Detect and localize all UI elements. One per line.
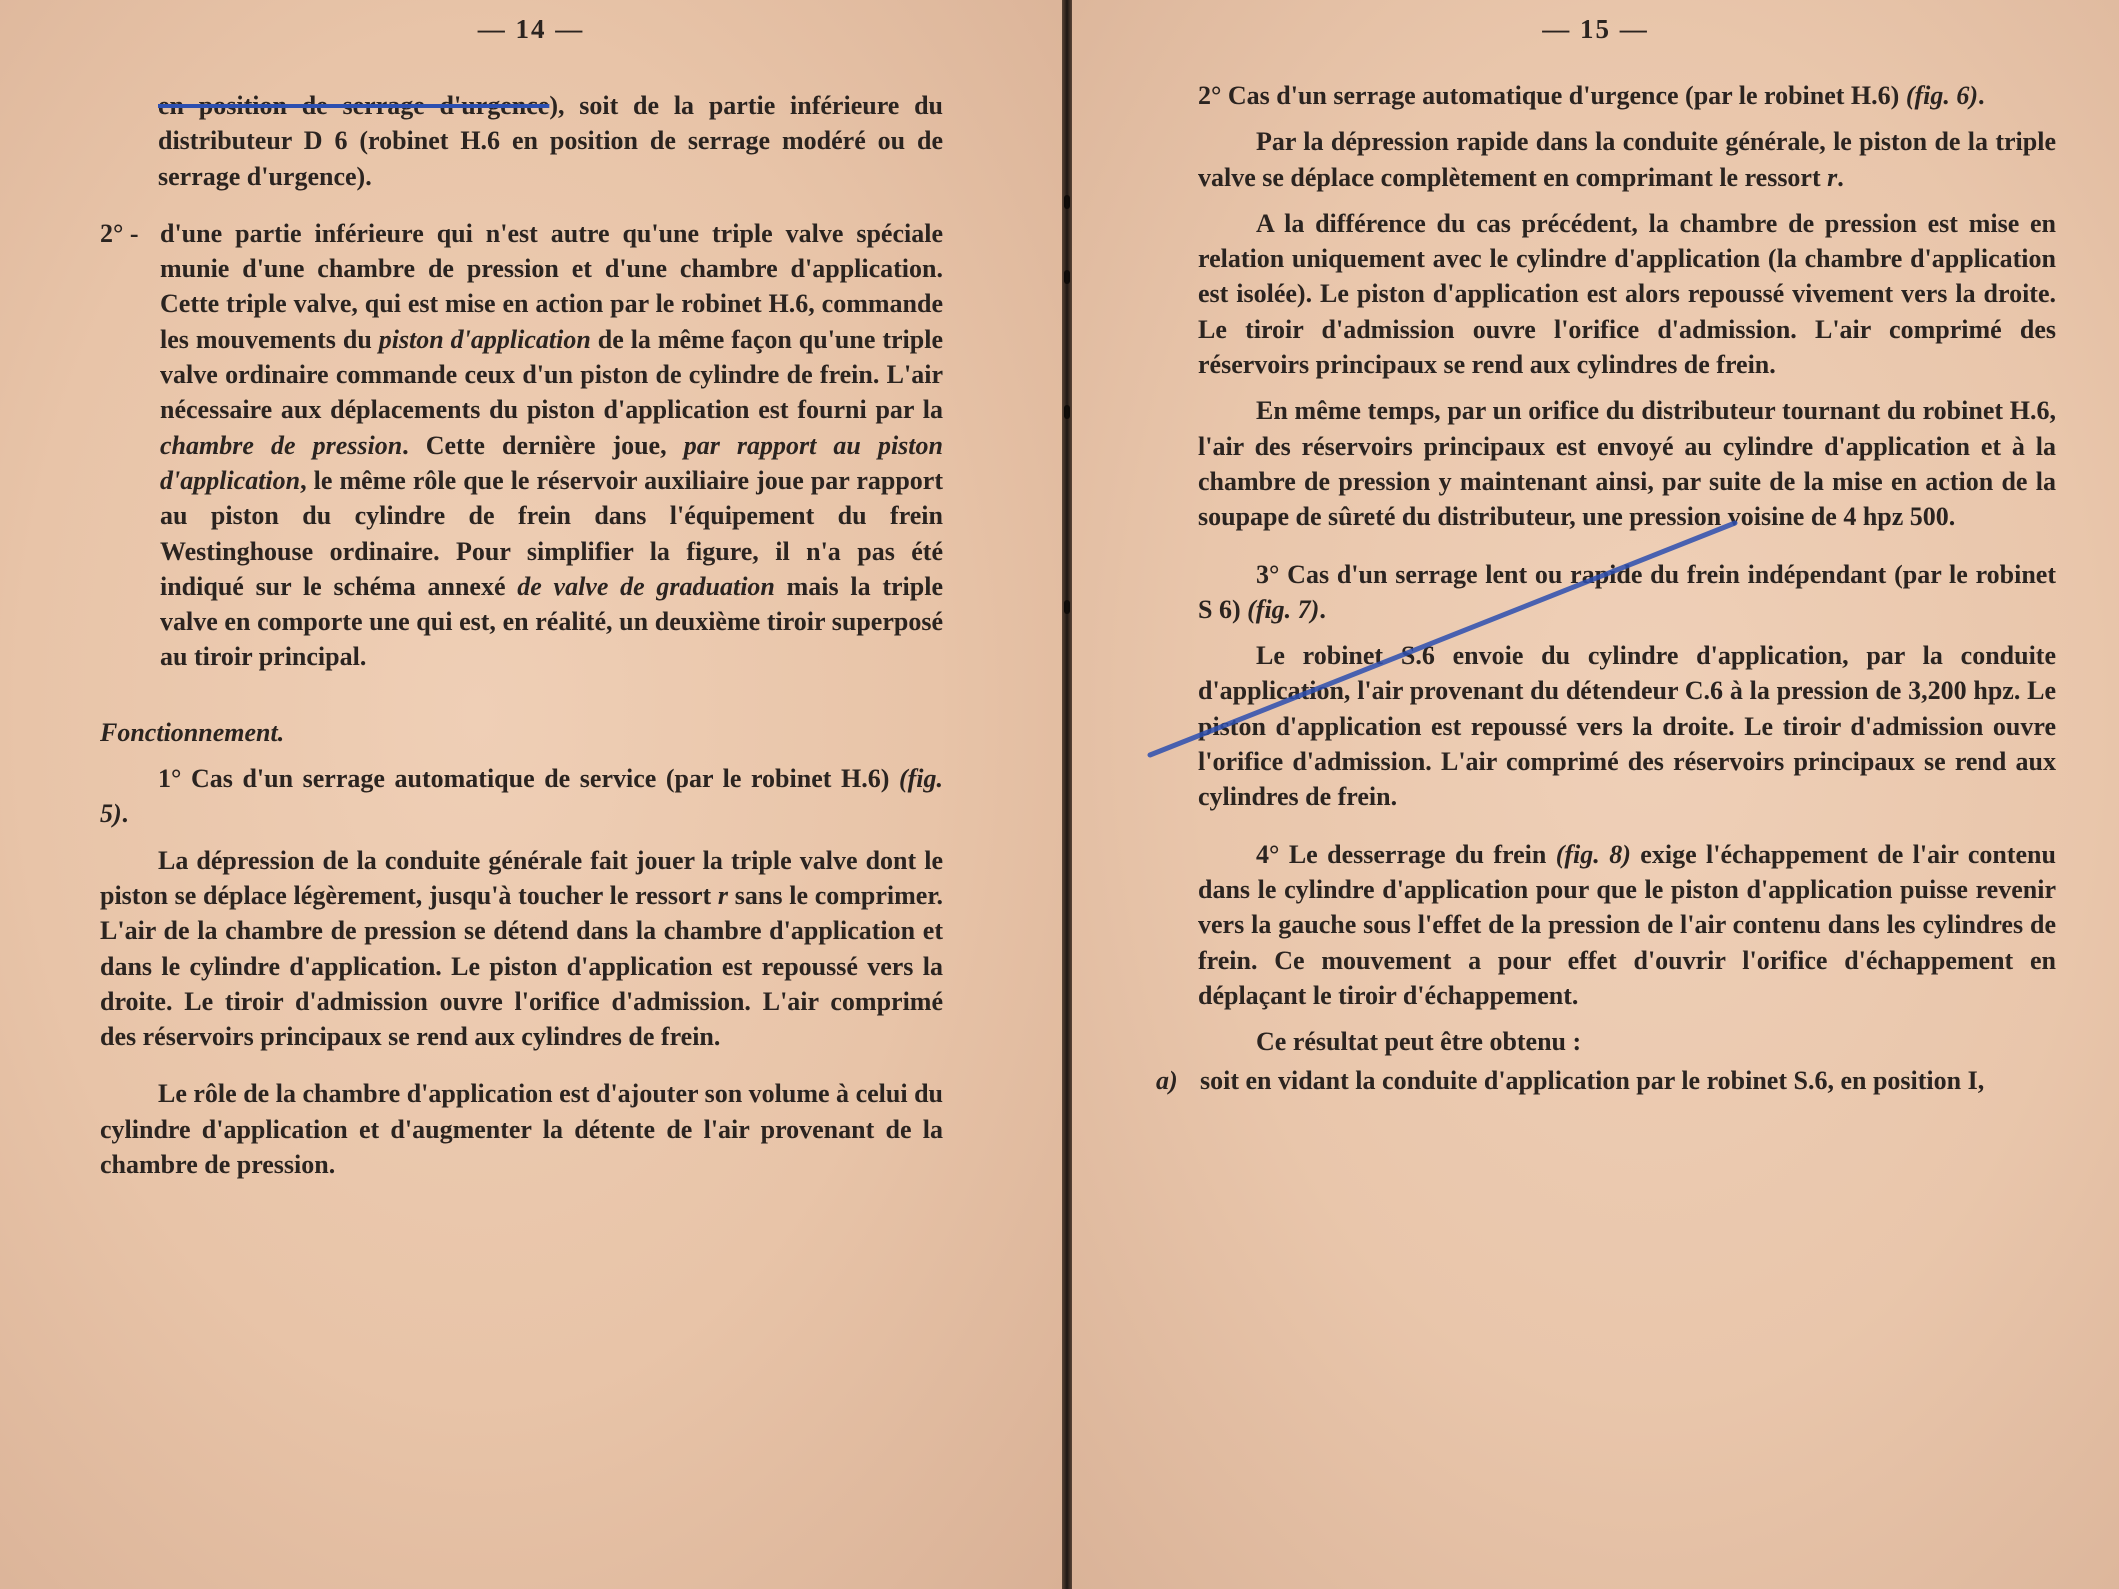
paragraph-meanwhile: En même temps, par un orifice du distributeur tournant du robinet H.6, l'air des réservoirs principaux est envoyé au cylindre d'application et à la chambre de pression y maintenant ainsi, par suite de la mise en action de la soupape de sûreté du distributeur, une pression voisine de 4 hpz 500. xyxy=(1198,396,2056,532)
paragraph-case-1: 1° Cas d'un serrage automatique de service (par le robinet H.6) (fig. 5). xyxy=(100,764,943,829)
section-heading: Fonctionnement. xyxy=(100,717,285,747)
paragraph-depression: La dépression de la conduite générale fait jouer la triple valve dont le piston se déplace légèrement, jusqu'à toucher le ressort r sans le comprimer. L'air de la chambre de pression se détend dans la chambre d'application et dans le cylindre d'application. Le piston d'application est repoussé vers la droite. Le tiroir d'admission ouvre l'orifice d'admission. L'air comprimé des réservoirs principaux se rend aux cylindres de frein. xyxy=(100,845,944,1052)
right-page-body xyxy=(1156,78,2056,1099)
right-page xyxy=(1072,0,2119,1589)
paragraph-difference: A la différence du cas précédent, la chambre de pression est mise en relation uniquement avec le cylindre d'application (la chambre d'application est isolée). Le piston d'application est alors repoussé vivement vers la droite. Le tiroir d'admission ouvre l'orifice d'admission. L'air comprimé des réservoirs principaux se rend aux cylindres de frein. xyxy=(1198,208,2056,380)
paragraph-case-4: 4° Le desserrage du frein (fig. 8) exige l'échappement de l'air contenu dans le cylindre d'application pour que le piston d'application puisse revenir vers la gauche sous l'effet de la pression de l'air contenu dans les cylindres de frein. Ce mouvement a pour effet d'ouvrir l'orifice d'échappement en déplaçant le tiroir d'échappement. xyxy=(1198,839,2056,1010)
paragraph-case-3: 3° Cas d'un serrage lent ou rapide du frein indépendant (par le robinet S 6) (fig. 7). xyxy=(1198,559,2056,624)
paragraph-robinet-s6: Le robinet S.6 envoie du cylindre d'application, par la conduite d'application, l'air provenant du détendeur C.6 à la pression de 3,200 hpz. Le piston d'application est repoussé vers la droite. Le tiroir d'admission ouvre l'orifice d'admission. L'air comprimé des réservoirs principaux se rend aux cylindres de frein. xyxy=(1198,641,2056,812)
list-marker: 2° - xyxy=(100,218,139,248)
paragraph-rapid-depression: Par la dépression rapide dans la conduite générale, le piston de la triple valve se déplace complètement en comprimant le ressort r. xyxy=(1198,127,2056,192)
paragraph-item-2: 2° - d'une partie inférieure qui n'est autre qu'une triple valve spéciale munie d'une chambre de pression et d'une chambre d'application. Cette triple valve, qui est mise en action par le robinet H.6, commande les mouvements du piston d'application de la même façon qu'une triple valve ordinaire commande ceux d'un piston de cylindre de frein. L'air nécessaire aux déplacements du piston d'application est fourni par la chambre de pression. Cette dernière joue, par rapport au piston d'application, le même rôle que le réservoir auxiliaire joue par rapport au piston du cylindre de frein dans l'équipement du frein Westinghouse ordinaire. Pour simplifier la figure, il n'a pas été indiqué sur le schéma annexé de valve de graduation mais la triple valve en comporte une qui est, en réalité, un deuxième tiroir superposé au tiroir principal. xyxy=(100,216,943,675)
left-page-body xyxy=(100,88,944,1182)
struck-text: en position de serrage d'urgence xyxy=(158,91,550,120)
paragraph-continuation: en position de serrage d'urgence), soit de la partie inférieure du distributeur D 6 (robinet H.6 en position de serrage modéré ou de serrage d'urgence). xyxy=(158,91,944,191)
list-marker: a) xyxy=(1156,1066,1178,1096)
paragraph-role: Le rôle de la chambre d'application est d'ajouter son volume à celui du cylindre d'application et d'augmenter la détente de l'air provenant de la chambre de pression. xyxy=(100,1079,943,1180)
paragraph-result: Ce résultat peut être obtenu : xyxy=(1256,1027,1582,1057)
page-number-left: — 14 — xyxy=(477,14,585,44)
paragraph-item-a: a) soit en vidant la conduite d'application par le robinet S.6, en position I, xyxy=(1156,1063,2056,1098)
paragraph-case-2: 2° Cas d'un serrage automatique d'urgence (par le robinet H.6) (fig. 6). xyxy=(1198,81,1985,110)
page-number-right: — 15 — xyxy=(1542,14,1649,44)
book-gutter xyxy=(1062,0,1072,1589)
